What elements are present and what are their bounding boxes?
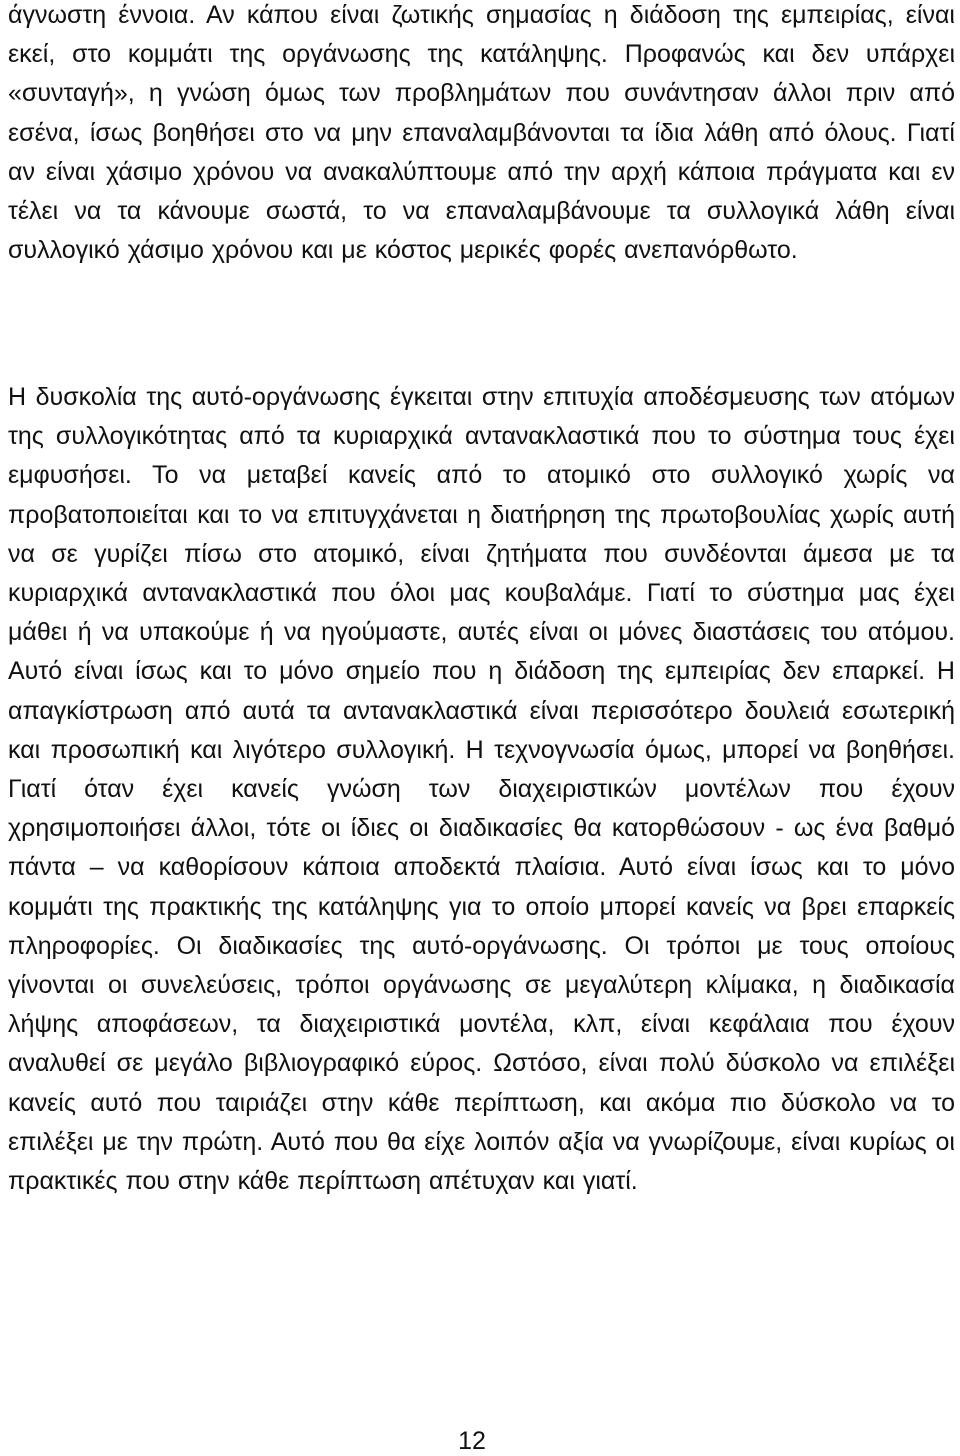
page-number: 12	[458, 1427, 486, 1455]
document-page	[8, 0, 955, 1454]
paragraph-1: άγνωστη έννοια. Αν κάπου είναι ζωτικής σημασίας η διάδοση της εμπειρίας, είναι εκεί, στο κομμάτι της οργάνωσης της κατάληψης. Προφανώς και δεν υπάρχει «συνταγή», η γνώση όμως των προβλημάτων που συνάντησαν άλλοι πριν από εσένα, ίσως βοηθήσει στο να μην επαναλαμβάνονται τα ίδια λάθη από όλους. Γιατί αν είναι χάσιμο χρόνου να ανακαλύπτουμε από την αρχή κάποια πράγματα και εν τέλει να τα κάνουμε σωστά, το να επαναλαμβάνουμε τα συλλογικά λάθη είναι συλλογικό χάσιμο χρόνου και με κόστος μερικές φορές ανεπανόρθωτο.	[8, 1, 955, 265]
paragraph-2: Η δυσκολία της αυτό-οργάνωσης έγκειται στην επιτυχία αποδέσμευσης των ατόμων της συλλογικότητας από τα κυριαρχικά αντανακλαστικά που το σύστημα τους έχει εμφυσήσει. Το να μεταβεί κανείς από το ατομικό στο συλλογικό χωρίς να προβατοποιείται και το να επιτυγχάνεται η διατήρηση της πρωτοβουλίας χωρίς αυτή να σε γυρίζει πίσω στο ατομικό, είναι ζητήματα που συνδέονται άμεσα με τα κυριαρχικά αντανακλαστικά που όλοι μας κουβαλάμε. Γιατί το σύστημα μας έχει μάθει ή να υπακούμε ή να ηγούμαστε, αυτές είναι οι μόνες διαστάσεις του ατόμου. Αυτό είναι ίσως και το μόνο σημείο που η διάδοση της εμπειρίας δεν επαρκεί. Η απαγκίστρωση από αυτά τα αντανακλαστικά είναι περισσότερο δουλειά εσωτερική και προσωπική και λιγότερο συλλογική. Η τεχνογνωσία όμως, μπορεί να βοηθήσει. Γιατί όταν έχει κανείς γνώση των διαχειριστικών μοντέλων που έχουν χρησιμοποιήσει άλλοι, τότε οι ίδιες οι διαδικασίες θα κατορθώσουν - ως ένα βαθμό πάντα – να καθορίσουν κάποια αποδεκτά πλαίσια. Αυτό είναι ίσως και το μόνο κομμάτι της πρακτικής της κατάληψης για το οποίο μπορεί κανείς να βρει επαρκείς πληροφορίες. Οι διαδικασίες της αυτό-οργάνωσης. Οι τρόποι με τους οποίους γίνονται οι συνελεύσεις, τρόποι οργάνωσης σε μεγαλύτερη κλίμακα, η διαδικασία λήψης αποφάσεων, τα διαχειριστικά μοντέλα, κλπ, είναι κεφάλαια που έχουν αναλυθεί σε μεγάλο βιβλιογραφικό εύρος. Ωστόσο, είναι πολύ δύσκολο να επιλέξει κανείς αυτό που ταιριάζει στην κάθε περίπτωση, και ακόμα πιο δύσκολο να το επιλέξει με την πρώτη. Αυτό που θα είχε λοιπόν αξία να γνωρίζουμε, είναι κυρίως οι πρακτικές που στην κάθε περίπτωση απέτυχαν και γιατί.	[8, 383, 955, 1196]
